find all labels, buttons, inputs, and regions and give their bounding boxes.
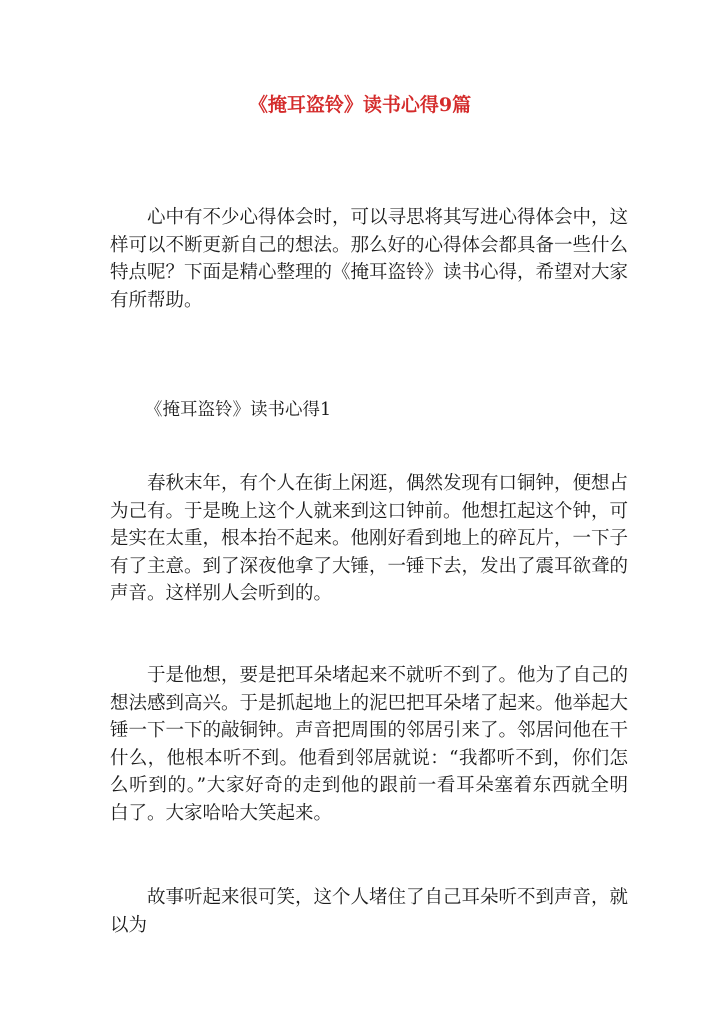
body-paragraph-3: 故事听起来很可笑，这个人堵住了自己耳朵听不到声音，就以为 bbox=[110, 887, 629, 936]
section-heading: 《掩耳盗铃》读书心得1 bbox=[145, 400, 332, 420]
document-title: 《掩耳盗铃》读书心得9篇 bbox=[248, 94, 472, 116]
body-paragraph-2: 于是他想，要是把耳朵堵起来不就听不到了。他为了自己的想法感到高兴。于是抓起地上的泥巴把耳朵堵了起来。他举起大锤一下一下的敲铜钟。声音把周围的邻居引来了。邻居问他在干什么，他根本听不到。他看到邻居就说：“我都听不到，你们怎么听到的。”大家好奇的走到他的跟前一看耳朵塞着东西就全明白了。大家哈哈大笑起来。 bbox=[110, 665, 629, 824]
body-paragraph-1: 春秋末年，有个人在街上闲逛，偶然发现有口铜钟，便想占为己有。于是晚上这个人就来到这口钟前。他想扛起这个钟，可是实在太重，根本抬不起来。他刚好看到地上的碎瓦片，一下子有了主意。到了深夜他拿了大锤，一锤下去，发出了震耳欲聋的声音。这样别人会听到的。 bbox=[110, 473, 629, 604]
intro-paragraph: 心中有不少心得体会时，可以寻思将其写进心得体会中，这样可以不断更新自己的想法。那么好的心得体会都具备一些什么特点呢？下面是精心整理的《掩耳盗铃》读书心得，希望对大家有所帮助。 bbox=[110, 207, 629, 311]
